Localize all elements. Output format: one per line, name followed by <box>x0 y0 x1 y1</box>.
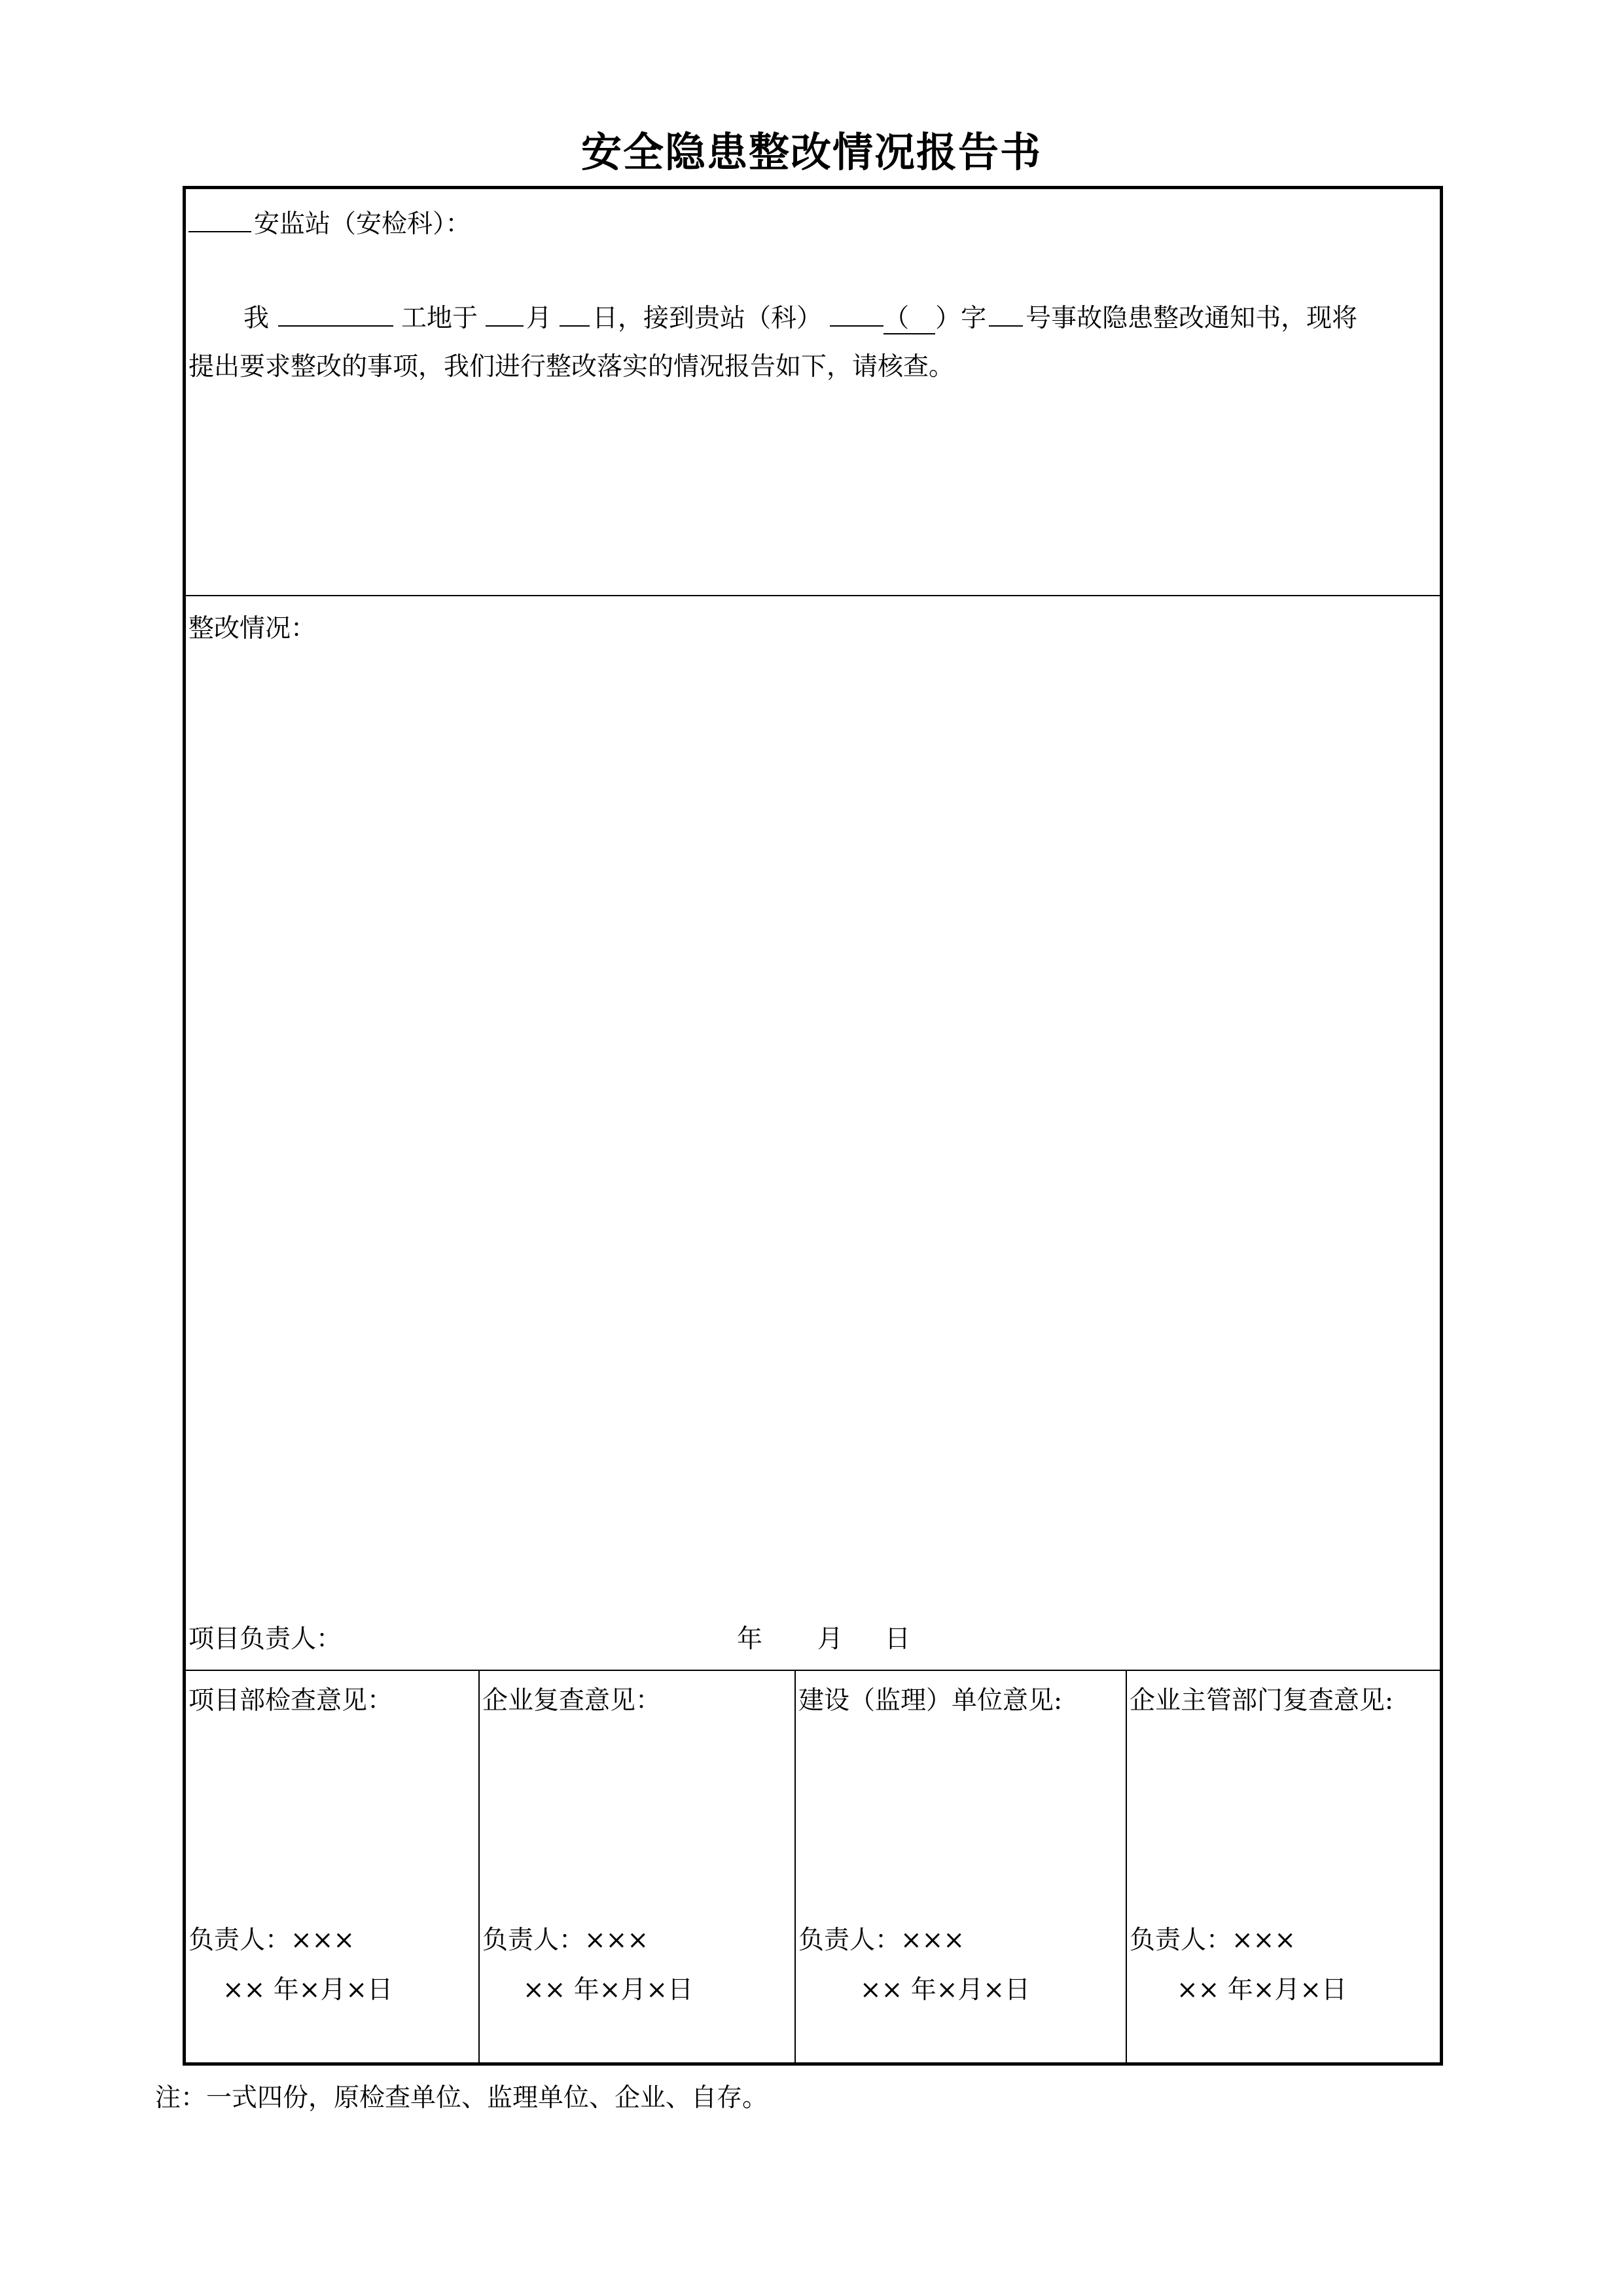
opinion-heading: 企业主管部门复查意见: <box>1130 1686 1394 1715</box>
opinion-column-project-dept <box>186 1671 480 2062</box>
opinion-signer: 负责人：××× <box>798 1926 965 1955</box>
opinion-signer: 负责人：××× <box>188 1926 355 1955</box>
opinion-column-authority <box>1127 1671 1440 2062</box>
opinion-date: ×× 年×月×日 <box>860 1975 1031 2005</box>
rectification-section <box>186 596 1440 1671</box>
opinion-column-enterprise <box>480 1671 796 2062</box>
project-leader-label: 项目负责人： <box>188 1624 342 1654</box>
rectification-label: 整改情况： <box>188 614 317 643</box>
notice-line1-end: 号事故隐患整改通知书，现将 <box>1026 304 1358 333</box>
date-year-label: 年 <box>737 1624 763 1654</box>
notice-section <box>186 189 1440 596</box>
date-day-label: 日 <box>885 1624 911 1654</box>
notice-line1-site: 工地于 <box>401 304 478 333</box>
notice-line1-month: 月 <box>526 304 552 333</box>
opinion-heading: 建设（监理）单位意见: <box>798 1686 1063 1715</box>
opinion-date: ×× 年×月×日 <box>523 1975 694 2005</box>
footnote: 注：一式四份，原检查单位、监理单位、企业、自存。 <box>155 2083 768 2113</box>
notice-line1-start: 我 <box>243 304 270 333</box>
opinion-signer: 负责人：××× <box>482 1926 649 1955</box>
addressee-label: 安监站（安检科）： <box>254 209 471 239</box>
notice-paren-close: ）字 <box>935 304 987 333</box>
notice-prefix-blank[interactable] <box>830 299 883 327</box>
company-blank[interactable] <box>278 299 393 327</box>
notice-paren-open: （ <box>883 304 910 333</box>
opinion-date: ×× 年×月×日 <box>1177 1975 1347 2005</box>
rectification-date <box>737 1623 910 1657</box>
date-month-label: 月 <box>817 1624 844 1654</box>
month-blank[interactable] <box>486 299 524 327</box>
station-blank[interactable] <box>188 205 251 232</box>
opinion-heading: 项目部检查意见： <box>188 1686 393 1715</box>
opinion-date: ×× 年×月×日 <box>223 1975 393 2005</box>
report-form <box>183 186 1443 2066</box>
day-blank[interactable] <box>560 299 590 327</box>
opinions-section <box>186 1671 1440 2062</box>
notice-line-1 <box>243 299 1357 336</box>
addressee-line <box>188 205 471 242</box>
notice-paren-group <box>883 304 935 334</box>
opinion-heading: 企业复查意见： <box>482 1686 662 1715</box>
notice-line-2: 提出要求整改的事项，我们进行整改落实的情况报告如下，请核查。 <box>188 352 955 382</box>
document-title: 安全隐患整改情况报告书 <box>580 128 1042 176</box>
notice-number-blank[interactable] <box>989 299 1023 327</box>
opinion-column-construction-supervision <box>796 1671 1127 2062</box>
notice-line1-day: 日，接到贵站（科） <box>592 304 823 333</box>
opinion-signer: 负责人：××× <box>1130 1926 1296 1955</box>
